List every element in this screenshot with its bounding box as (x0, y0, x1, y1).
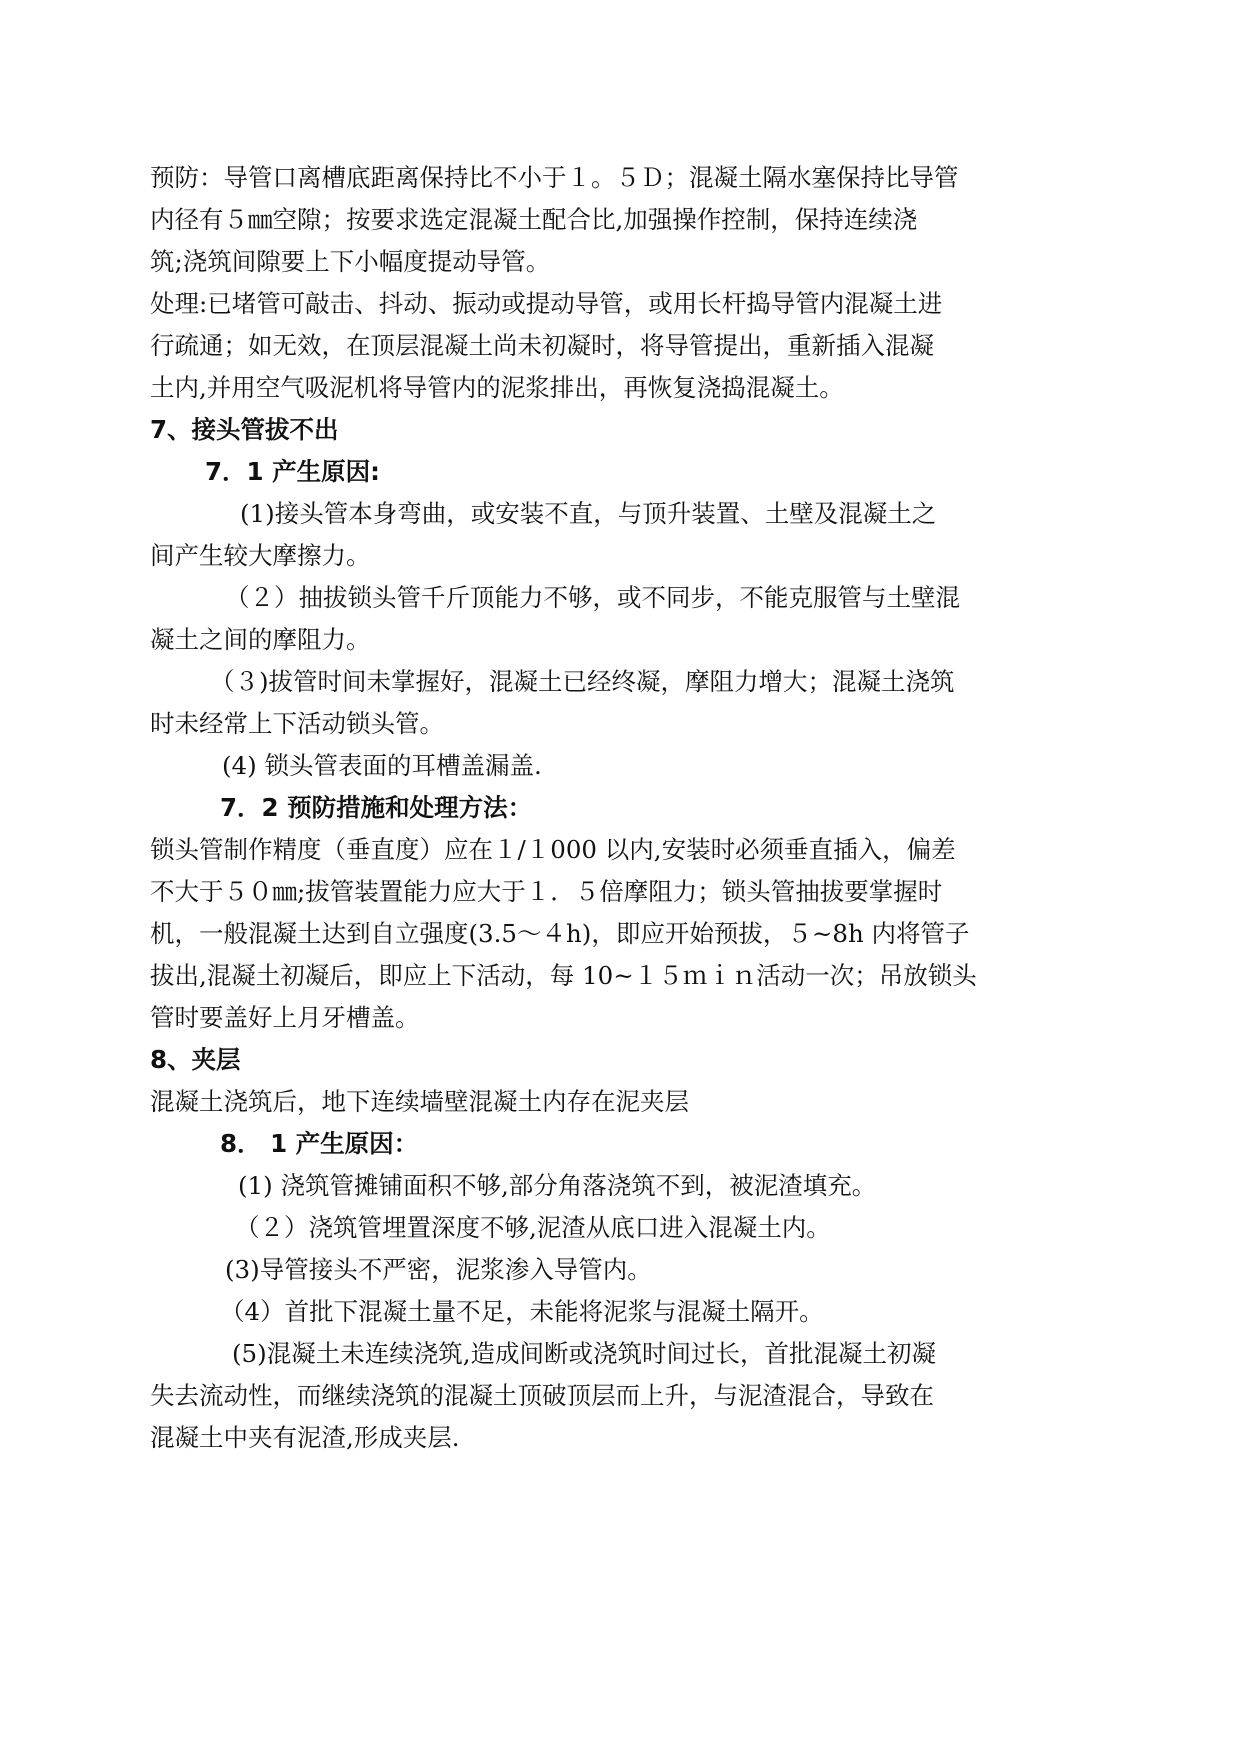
treatment-line-3: 土内,并用空气吸泥机将导管内的泥浆排出，再恢复浇捣混凝土。 (150, 373, 844, 402)
cause-7-3-line-2: 时未经常上下活动锁头管。 (150, 709, 444, 738)
cause-7-4-line: (4) 锁头管表面的耳槽盖漏盖. (222, 751, 542, 780)
prevention-line-2: 内径有５㎜空隙；按要求选定混凝土配合比,加强操作控制，保持连续浇 (150, 205, 918, 234)
subheading-7-1: 7．1 产生原因: (205, 457, 380, 486)
measures-line-2: 不大于５０㎜;拔管装置能力应大于１．５倍摩阻力；锁头管抽拔要掌握时 (150, 877, 943, 906)
treatment-line-1: 处理:已堵管可敲击、抖动、振动或提动导管，或用长杆捣导管内混凝土进 (150, 289, 943, 318)
measures-line-4: 拔出,混凝土初凝后，即应上下活动，每 10~１５ｍｉｎ活动一次；吊放锁头 (150, 961, 977, 990)
prevention-line-3: 筑;浇筑间隙要上下小幅度提动导管。 (150, 247, 551, 276)
measures-line-3: 机，一般混凝土达到自立强度(3.5～４h)，即应开始预拔，５~8h 内将管子 (150, 919, 970, 948)
cause-8-3-line: (3)导管接头不严密，泥浆渗入导管内。 (225, 1255, 652, 1284)
cause-8-4-line: （4）首批下混凝土量不足，未能将泥浆与混凝土隔开。 (220, 1297, 824, 1326)
measures-line-1: 锁头管制作精度（垂直度）应在１/１000 以内,安装时必须垂直插入，偏差 (150, 835, 956, 864)
section-heading-8: 8、夹层 (150, 1045, 241, 1074)
cause-8-2-line: （２）浇筑管埋置深度不够,泥渣从底口进入混凝土内。 (235, 1213, 831, 1242)
subheading-8-1: 8． 1 产生原因： (220, 1129, 419, 1158)
section-8-intro: 混凝土浇筑后，地下连续墙壁混凝土内存在泥夹层 (150, 1087, 689, 1116)
cause-7-3-line-1: （３)拔管时间未掌握好，混凝土已经终凝，摩阻力增大；混凝土浇筑 (210, 667, 955, 696)
cause-8-5-line-1: (5)混凝土未连续浇筑,造成间断或浇筑时间过长，首批混凝土初凝 (232, 1339, 936, 1368)
cause-7-2-line-1: （２）抽拔锁头管千斤顶能力不够，或不同步，不能克服管与土壁混 (225, 583, 960, 612)
cause-8-5-line-3: 混凝土中夹有泥渣,形成夹层. (150, 1423, 460, 1452)
prevention-line-1: 预防：导管口离槽底距离保持比不小于１。５Ｄ；混凝土隔水塞保持比导管 (150, 163, 959, 192)
cause-7-2-line-2: 凝土之间的摩阻力。 (150, 625, 371, 654)
cause-7-1-line-2: 间产生较大摩擦力。 (150, 541, 371, 570)
cause-8-1-line: (1) 浇筑管摊铺面积不够,部分角落浇筑不到，被泥渣填充。 (238, 1171, 877, 1200)
treatment-line-2: 行疏通；如无效，在顶层混凝土尚未初凝时，将导管提出，重新插入混凝 (150, 331, 934, 360)
measures-line-5: 管时要盖好上月牙槽盖。 (150, 1003, 420, 1032)
cause-8-5-line-2: 失去流动性，而继续浇筑的混凝土顶破顶层而上升，与泥渣混合，导致在 (150, 1381, 934, 1410)
section-heading-7: 7、接头管拔不出 (150, 415, 339, 444)
subheading-7-2: 7．2 预防措施和处理方法： (220, 793, 533, 822)
cause-7-1-line-1: (1)接头管本身弯曲，或安装不直，与顶升装置、土壁及混凝土之 (240, 499, 937, 528)
